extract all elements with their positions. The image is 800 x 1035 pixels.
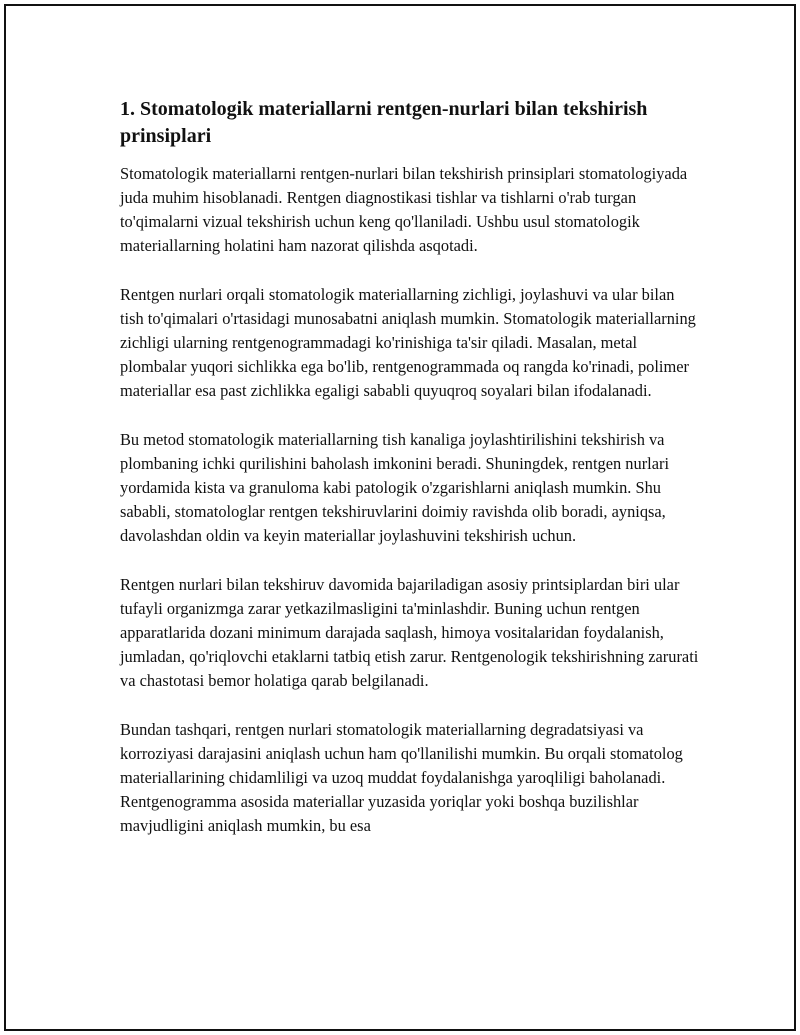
section-heading: 1. Stomatologik materiallarni rentgen-nurlari bilan tekshirish prinsiplari <box>120 98 648 147</box>
paragraph-3: Bu metod stomatologik materiallarning tish kanaliga joylashtirilishini tekshirish va plombaning ichki qurilishini baholash imkonini beradi. Shuningdek, rentgen nurlari yordamida kista va granuloma kabi patologik o'zgarishlarni aniqlash mumkin. Shu sababli, stomatologlar rentgen tekshiruvlarini doimiy ravishda olib boradi, ayniqsa, davolashdan oldin va keyin materiallar joylashuvini tekshirish uchun. <box>120 430 669 545</box>
paragraph-5: Bundan tashqari, rentgen nurlari stomatologik materiallarning degradatsiyasi va korroziyasi darajasini aniqlash uchun ham qo'llanilishi mumkin. Bu orqali stomatolog materiallarining chidamliligi va uzoq muddat foydalanishga yaroqliligi baholanadi. Rentgenogramma asosida materiallar yuzasida yoriqlar yoki boshqa buzilishlar mavjudligini aniqlash mumkin, bu esa <box>120 720 683 835</box>
paragraph-2: Rentgen nurlari orqali stomatologik materiallarning zichligi, joylashuvi va ular bilan tish to'qimalari o'rtasidagi munosabatni aniqlash mumkin. Stomatologik materiallarning zichligi ularning rentgenogrammadagi ko'rinishiga ta'sir qiladi. Masalan, metal plombalar yuqori sichlikka ega bo'lib, rentgenogrammada oq rangda ko'rinadi, polimer materiallar esa past zichlikka egaligi sababli quyuqroq soyalari bilan ifodalanadi. <box>120 285 696 400</box>
paragraph-1: Stomatologik materiallarni rentgen-nurlari bilan tekshirish prinsiplari stomatologiyada juda muhim hisoblanadi. Rentgen diagnostikasi tishlar va tishlarni o'rab turgan to'qimalarni vizual tekshirish uchun keng qo'llaniladi. Ushbu usul stomatologik materiallarning holatini ham nazorat qilishda asqotadi. <box>120 164 688 255</box>
document-body <box>120 96 700 863</box>
paragraph-4: Rentgen nurlari bilan tekshiruv davomida bajariladigan asosiy printsiplardan biri ular tufayli organizmga zarar yetkazilmasligini ta'minlashdir. Buning uchun rentgen apparatlarida dozani minimum darajada saqlash, himoya vositalaridan foydalanish, jumladan, qo'riqlovchi etaklarni tatbiq etish zarur. Rentgenologik tekshirishning zarurati va chastotasi bemor holatiga qarab belgilanadi. <box>120 575 699 690</box>
page-frame <box>4 4 796 1031</box>
